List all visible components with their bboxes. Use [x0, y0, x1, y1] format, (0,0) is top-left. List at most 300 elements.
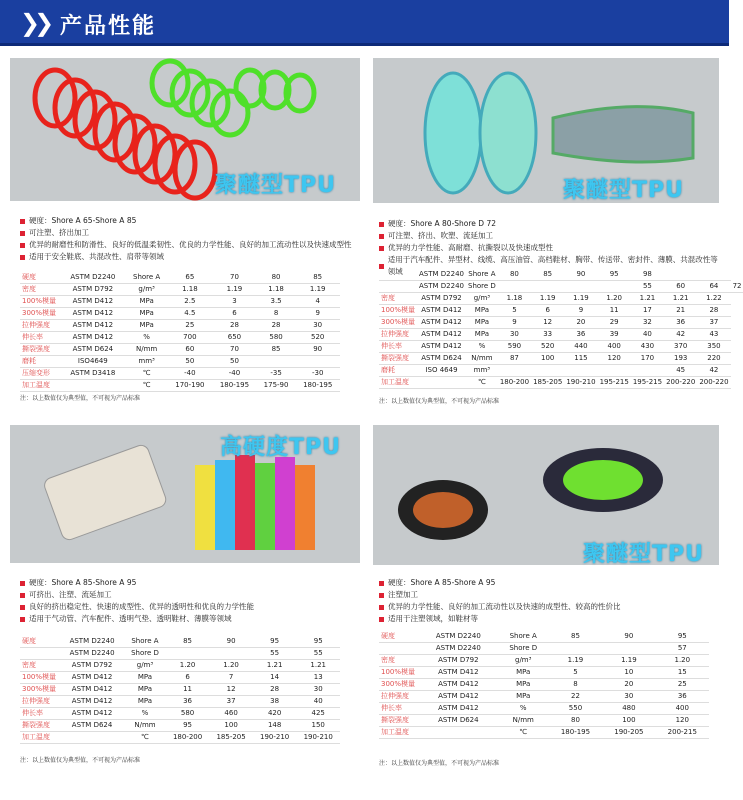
value-cell: 85 [549, 630, 602, 642]
value-cell: 1.18 [498, 292, 531, 304]
value-cell: 120 [598, 352, 631, 364]
value-cell: 190-210 [253, 731, 297, 743]
value-cell: 33 [531, 328, 564, 340]
property-label: 加工温度 [20, 731, 60, 743]
table-row [379, 364, 743, 376]
tpu-type-label: 高硬度TPU [220, 435, 341, 460]
value-cell: 1.21 [253, 659, 297, 671]
property-label: 硬度 [20, 635, 60, 647]
test-standard: ASTM D2240 [417, 268, 466, 280]
value-cell: 1.20 [166, 659, 210, 671]
footnote: 注：以上数值仅为典型值，不可视为产品标准 [379, 398, 500, 405]
property-label: 密度 [379, 654, 419, 666]
property-label: 硬度 [20, 271, 60, 283]
unit: % [498, 702, 549, 714]
value-cell: 700 [168, 331, 213, 343]
value-cell: 57 [656, 642, 709, 654]
table-row [379, 292, 743, 304]
unit: MPa [498, 690, 549, 702]
value-cell: 72 [731, 280, 743, 292]
feature-list [20, 215, 360, 263]
property-label [20, 647, 60, 659]
value-cell: 9 [498, 316, 531, 328]
product-panel-1 [10, 58, 360, 402]
table-row [379, 702, 709, 714]
value-cell: 38 [253, 695, 297, 707]
value-cell: 170-190 [168, 379, 213, 391]
value-cell: 100 [209, 719, 253, 731]
value-cell: 32 [631, 316, 664, 328]
value-cell: 28 [253, 683, 297, 695]
table-row [20, 271, 340, 283]
value-cell: 95 [166, 719, 210, 731]
value-cell: 3 [212, 295, 257, 307]
spec-table [379, 630, 709, 739]
unit: N/mm [466, 352, 498, 364]
value-cell: 1.19 [564, 292, 597, 304]
value-cell: 65 [168, 271, 213, 283]
property-label: 加工温度 [379, 726, 419, 738]
unit: ℃ [124, 731, 166, 743]
table-row [379, 690, 709, 702]
feature-item: 可注塑、挤出、吹塑、流延加工 [379, 230, 719, 242]
value-cell: 37 [209, 695, 253, 707]
property-label: 密度 [379, 292, 417, 304]
value-cell: 5 [549, 666, 602, 678]
test-standard: ASTM D624 [417, 352, 466, 364]
unit: Shore A [124, 635, 166, 647]
test-standard: ASTM D412 [419, 690, 498, 702]
property-label: 压缩变形 [20, 367, 60, 379]
table-row [379, 642, 709, 654]
property-label: 100%模量 [20, 295, 60, 307]
test-standard: ASTM D412 [60, 683, 124, 695]
unit: N/mm [124, 719, 166, 731]
value-cell: 60 [168, 343, 213, 355]
feature-item: 适用于气动管、汽车配件、透明气垫、透明鞋材、薄膜等领域 [20, 613, 360, 625]
property-label: 拉伸强度 [20, 695, 60, 707]
property-label: 伸长率 [20, 331, 60, 343]
unit: ℃ [466, 376, 498, 388]
value-cell: 175-90 [257, 379, 296, 391]
test-standard: ASTM D412 [417, 340, 466, 352]
page-header [0, 0, 729, 46]
footnote: 注：以上数值仅为典型值，不可视为产品标准 [20, 757, 141, 764]
value-cell: 580 [257, 331, 296, 343]
value-cell: 36 [166, 695, 210, 707]
unit: % [466, 340, 498, 352]
table-row [20, 319, 340, 331]
value-cell [531, 364, 564, 376]
table-row [20, 331, 340, 343]
value-cell: 200-220 [699, 378, 729, 386]
footnote: 注：以上数值仅为典型值，不可视为产品标准 [20, 395, 141, 402]
value-cell: 6 [212, 307, 257, 319]
feature-item: 硬度：Shore A 80-Shore D 72 [379, 218, 719, 230]
feature-item: 硬度：Shore A 85-Shore A 95 [20, 577, 360, 589]
value-cell: 520 [295, 331, 340, 343]
table-row [379, 666, 709, 678]
property-label: 撕裂强度 [20, 343, 60, 355]
unit: MPa [466, 304, 498, 316]
unit: N/mm [126, 343, 168, 355]
value-cell: 220 [697, 352, 730, 364]
unit: ℃ [126, 379, 168, 391]
value-cell: 43 [697, 328, 730, 340]
value-cell: 520 [531, 340, 564, 352]
value-cell: 4.5 [168, 307, 213, 319]
table-row [20, 307, 340, 319]
value-cell: 590 [498, 340, 531, 352]
unit: Shore A [126, 271, 168, 283]
value-cell: 180-195 [212, 379, 257, 391]
table-row [379, 280, 743, 292]
test-standard: ASTM D624 [60, 343, 126, 355]
value-cell: 200-220 [666, 378, 696, 386]
unit: mm³ [466, 364, 498, 376]
test-standard: ASTM D2240 [60, 635, 124, 647]
unit: ℃ [498, 726, 549, 738]
value-cell: 350 [697, 340, 730, 352]
unit: g/m³ [126, 283, 168, 295]
value-cell: 70 [212, 343, 257, 355]
unit: MPa [126, 307, 168, 319]
value-cell: 50 [212, 355, 257, 367]
value-cell: 55 [253, 647, 297, 659]
table-row [20, 343, 340, 355]
value-cell [549, 642, 602, 654]
table-row [20, 379, 340, 391]
test-standard: ASTM D2240 [60, 271, 126, 283]
spec-table [20, 271, 340, 392]
property-label: 100%模量 [20, 671, 60, 683]
property-label: 密度 [20, 659, 60, 671]
value-cell: 30 [602, 690, 655, 702]
value-cell: 1.19 [531, 292, 564, 304]
property-label: 拉伸强度 [20, 319, 60, 331]
feature-item: 适用于注塑领域，如鞋材等 [379, 613, 719, 625]
value-cell: 36 [664, 316, 697, 328]
value-cell: 480 [602, 702, 655, 714]
value-cell: 87 [498, 352, 531, 364]
value-cell: 60 [664, 280, 697, 292]
table-row [379, 268, 743, 280]
unit: g/m³ [466, 292, 498, 304]
unit: g/m³ [124, 659, 166, 671]
feature-item: 适用于安全鞋底、共混改性、肩带等领域 [20, 251, 360, 263]
value-cell: 90 [209, 635, 253, 647]
feature-item: 适用于汽车配件、异型材、线缆、高压油管、高档鞋材、胸带、传送带、密封件、薄膜、共混改性等领域 [379, 254, 719, 278]
property-label: 100%模量 [379, 666, 419, 678]
value-cell: 39 [598, 328, 631, 340]
value-cell: 55 [631, 280, 664, 292]
product-panel-3 [10, 425, 360, 765]
feature-list [379, 577, 719, 625]
value-cell: 148 [253, 719, 297, 731]
feature-list [20, 577, 360, 625]
value-cell: 28 [257, 319, 296, 331]
value-cell [631, 364, 664, 376]
property-label: 拉伸强度 [379, 328, 417, 340]
value-cell [498, 364, 531, 376]
property-label [379, 280, 417, 292]
value-cell: 95 [656, 630, 709, 642]
value-cell: 9 [564, 304, 597, 316]
feature-item: 良好的挤出稳定性、快速的成型性、优异的透明性和优良的力学性能 [20, 601, 360, 613]
feature-item: 可挤出、注塑、流延加工 [20, 589, 360, 601]
value-cell: 5 [498, 304, 531, 316]
value-cell: 460 [209, 707, 253, 719]
value-cell: 42 [664, 328, 697, 340]
test-standard: ASTM D412 [417, 304, 466, 316]
value-cell: 115 [564, 352, 597, 364]
value-cell: 2.5 [168, 295, 213, 307]
value-cell: 7 [209, 671, 253, 683]
value-cell: 400 [656, 702, 709, 714]
test-standard: ISO4649 [60, 355, 126, 367]
value-cell: 185-205 [533, 378, 563, 386]
property-label: 300%模量 [381, 318, 416, 326]
property-label: 加工温度 [379, 376, 417, 388]
value-cell: 30 [296, 683, 340, 695]
value-cell: 1.18 [168, 283, 213, 295]
value-cell: 40 [631, 328, 664, 340]
value-cell: 180-195 [549, 726, 602, 738]
value-cell: 1.20 [598, 292, 631, 304]
spring-tubes-photo [10, 58, 360, 201]
value-cell: 25 [656, 678, 709, 690]
value-cell: -35 [257, 367, 296, 379]
unit: MPa [124, 695, 166, 707]
value-cell: 13 [296, 671, 340, 683]
value-cell: 50 [168, 355, 213, 367]
test-standard: ASTM D412 [419, 702, 498, 714]
table-row [379, 630, 709, 642]
property-label [379, 268, 417, 280]
table-row [20, 719, 340, 731]
test-standard: ASTM D412 [60, 319, 126, 331]
test-standard: ASTM D624 [60, 719, 124, 731]
table-row [20, 647, 340, 659]
table-row [379, 352, 743, 364]
value-cell: 420 [253, 707, 297, 719]
table-row [20, 671, 340, 683]
value-cell: 150 [296, 719, 340, 731]
value-cell: 22 [549, 690, 602, 702]
table-row [379, 328, 743, 340]
property-label: 300%模量 [20, 307, 60, 319]
value-cell: 425 [296, 707, 340, 719]
table-row [20, 355, 340, 367]
table-row [20, 635, 340, 647]
property-label: 伸长率 [379, 702, 419, 714]
property-label: 300%模量 [379, 678, 419, 690]
value-cell: 12 [209, 683, 253, 695]
value-cell: 20 [602, 678, 655, 690]
value-cell: 11 [598, 304, 631, 316]
value-cell: 190-210 [566, 378, 596, 386]
property-label: 伸长率 [379, 340, 417, 352]
value-cell: 20 [564, 316, 597, 328]
value-cell: 30 [295, 319, 340, 331]
value-cell: -40 [212, 367, 257, 379]
test-standard: ASTM D2240 [419, 642, 498, 654]
value-cell: 200-215 [656, 726, 709, 738]
value-cell: 12 [531, 316, 564, 328]
test-standard: ASTM D624 [419, 714, 498, 726]
value-cell: 85 [531, 268, 564, 280]
property-label: 撕裂强度 [20, 719, 60, 731]
value-cell: 100 [531, 352, 564, 364]
table-row [379, 654, 709, 666]
unit: MPa [126, 319, 168, 331]
value-cell: 8 [549, 678, 602, 690]
value-cell: 4 [295, 295, 340, 307]
test-standard: ASTM D792 [60, 283, 126, 295]
test-standard: ASTM D412 [417, 328, 466, 340]
unit: g/m³ [498, 654, 549, 666]
test-standard: ASTM D3418 [60, 367, 126, 379]
value-cell [564, 280, 597, 292]
feature-item: 硬度：Shore A 65-Shore A 85 [20, 215, 360, 227]
property-label: 伸长率 [20, 707, 60, 719]
value-cell: 1.21 [631, 292, 664, 304]
test-standard: ISO 4649 [417, 364, 466, 376]
test-standard: ASTM D412 [419, 678, 498, 690]
tpu-type-label: 聚醚型TPU [583, 542, 704, 567]
test-standard: ASTM D792 [419, 654, 498, 666]
value-cell: 90 [602, 630, 655, 642]
test-standard: ASTM D412 [60, 671, 124, 683]
value-cell: 1.19 [212, 283, 257, 295]
value-cell: 10 [602, 666, 655, 678]
value-cell: 370 [664, 340, 697, 352]
property-label: 加工温度 [20, 379, 60, 391]
unit: MPa [498, 666, 549, 678]
value-cell: 42 [697, 364, 730, 376]
value-cell: 185-205 [209, 731, 253, 743]
value-cell: -40 [168, 367, 213, 379]
value-cell: 170 [631, 352, 664, 364]
feature-item: 硬度：Shore A 85-Shore A 95 [379, 577, 719, 589]
unit: % [124, 707, 166, 719]
feature-item: 注塑加工 [379, 589, 719, 601]
table-row [20, 683, 340, 695]
unit: Shore A [498, 630, 549, 642]
property-label: 拉伸强度 [379, 690, 419, 702]
test-standard [417, 376, 466, 388]
unit: MPa [466, 328, 498, 340]
value-cell [498, 280, 531, 292]
property-label: 密度 [20, 283, 60, 295]
value-cell: 120 [656, 714, 709, 726]
value-cell: 430 [631, 340, 664, 352]
property-label: 100%模量 [381, 306, 416, 314]
value-cell: 80 [498, 268, 531, 280]
value-cell [564, 364, 597, 376]
feature-item: 优异的耐磨性和防滑性、良好的低温柔韧性、优良的力学性能、良好的加工流动性以及快速成型性 [20, 239, 360, 251]
property-label: 撕裂强度 [379, 352, 417, 364]
property-label: 磨耗 [20, 355, 60, 367]
property-label: 撕裂强度 [379, 714, 419, 726]
value-cell: 400 [598, 340, 631, 352]
test-standard [60, 379, 126, 391]
value-cell: 55 [296, 647, 340, 659]
value-cell: 11 [166, 683, 210, 695]
test-standard [60, 731, 124, 743]
unit: Shore D [124, 647, 166, 659]
unit: N/mm [498, 714, 549, 726]
value-cell: 190-210 [296, 731, 340, 743]
table-row [379, 304, 743, 316]
value-cell: 8 [257, 307, 296, 319]
test-standard [419, 726, 498, 738]
table-row [379, 726, 709, 738]
value-cell: 17 [631, 304, 664, 316]
value-cell: 650 [212, 331, 257, 343]
property-label: 300%模量 [20, 683, 60, 695]
value-cell: 28 [697, 304, 730, 316]
product-panel-4 [373, 425, 719, 770]
value-cell: 1.22 [697, 292, 730, 304]
value-cell: 36 [564, 328, 597, 340]
table-row [20, 695, 340, 707]
table-row [379, 316, 743, 328]
spec-table [20, 635, 340, 744]
value-cell [257, 355, 296, 367]
value-cell: 30 [498, 328, 531, 340]
unit: MPa [124, 683, 166, 695]
tpu-type-label: 聚醚型TPU [215, 173, 336, 198]
property-label: 硬度 [379, 630, 419, 642]
test-standard: ASTM D412 [419, 666, 498, 678]
value-cell: 180-200 [166, 731, 210, 743]
table-row [379, 678, 709, 690]
value-cell [531, 280, 564, 292]
value-cell: 100 [602, 714, 655, 726]
value-cell: 190-205 [602, 726, 655, 738]
value-cell: 64 [697, 280, 730, 292]
value-cell: 440 [564, 340, 597, 352]
footnote: 注：以上数值仅为典型值，不可视为产品标准 [379, 760, 500, 767]
feature-item: 可注塑、挤出加工 [20, 227, 360, 239]
table-row [20, 731, 340, 743]
test-standard: ASTM D412 [417, 316, 466, 328]
value-cell: 70 [212, 271, 257, 283]
test-standard: ASTM D2240 [60, 647, 124, 659]
value-cell: 85 [166, 635, 210, 647]
unit: % [126, 331, 168, 343]
unit: ℃ [126, 367, 168, 379]
value-cell: 1.19 [549, 654, 602, 666]
table-row [20, 659, 340, 671]
test-standard: ASTM D2240 [419, 630, 498, 642]
value-cell: 28 [212, 319, 257, 331]
test-standard: ASTM D412 [60, 295, 126, 307]
tpu-type-label: 聚醚型TPU [563, 178, 684, 203]
unit: MPa [466, 316, 498, 328]
property-label [379, 642, 419, 654]
table-row [379, 376, 743, 388]
table-row [20, 295, 340, 307]
value-cell: 25 [168, 319, 213, 331]
unit: Shore D [468, 282, 496, 290]
value-cell: 85 [295, 271, 340, 283]
value-cell [697, 268, 730, 280]
unit: MPa [124, 671, 166, 683]
value-cell: 1.21 [296, 659, 340, 671]
value-cell [209, 647, 253, 659]
